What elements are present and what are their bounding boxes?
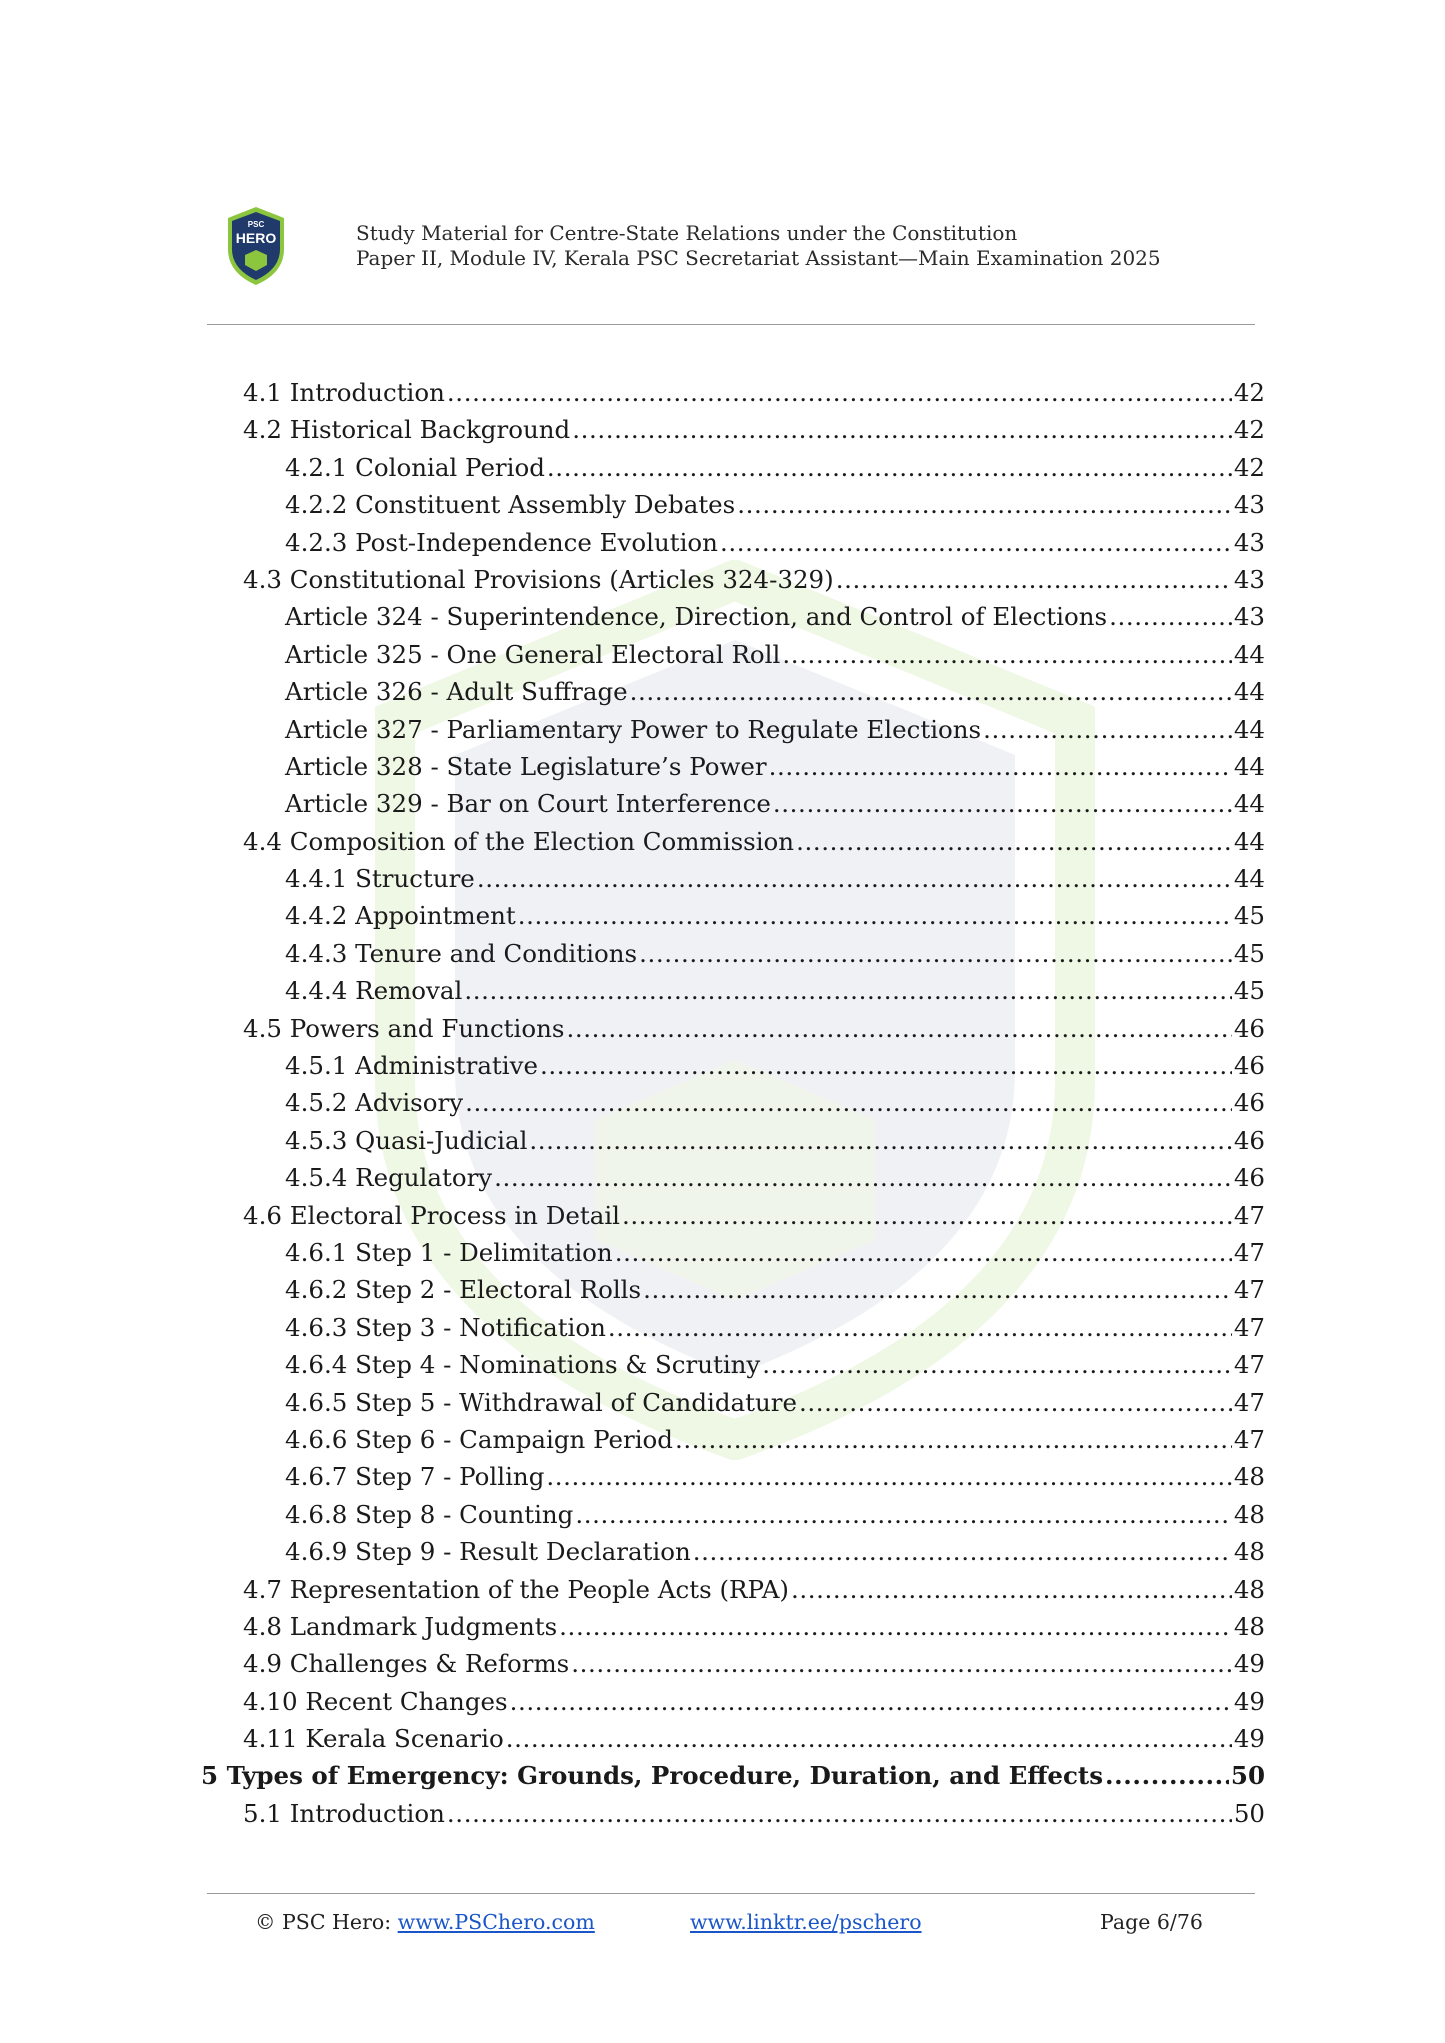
toc-entry[interactable] [195,1051,1265,1088]
toc-entry[interactable] [195,1425,1265,1462]
psc-hero-logo [225,205,287,287]
toc-leader-dots [559,1612,1232,1641]
toc-entry[interactable] [195,789,1265,826]
table-of-contents [195,378,1265,1836]
toc-entry-page: 44 [1233,826,1265,856]
toc-leader-dots [518,901,1232,930]
toc-leader-dots [639,939,1232,968]
toc-leader-dots [799,1388,1232,1417]
toc-leader-dots [510,1687,1232,1716]
toc-entry-title: 4.3 Constitutional Provisions (Articles 324-329) [243,564,834,594]
toc-entry-page: 45 [1233,901,1265,931]
toc-leader-dots [464,976,1231,1005]
toc-leader-dots [547,453,1232,482]
toc-entry-title: 4.6.8 Step 8 - Counting [285,1499,574,1529]
toc-leader-dots [608,1313,1232,1342]
page-header [225,205,1225,295]
toc-entry-page: 46 [1233,1163,1265,1193]
toc-entry-title: Article 324 - Superintendence, Direction, and Control of Elections [285,602,1108,632]
toc-leader-dots [769,752,1232,781]
toc-leader-dots [477,864,1232,893]
toc-leader-dots [506,1724,1232,1753]
toc-entry-title: 4.6.7 Step 7 - Polling [285,1462,545,1492]
toc-entry[interactable] [195,1126,1265,1163]
toc-entry-title: 4.6.9 Step 9 - Result Declaration [285,1537,691,1567]
toc-leader-dots [773,789,1232,818]
toc-entry[interactable] [195,1500,1265,1537]
toc-entry-title: 4.7 Representation of the People Acts (RPA) [243,1574,789,1604]
toc-entry-page: 47 [1233,1350,1265,1380]
toc-entry[interactable] [195,677,1265,714]
toc-entry-page: 49 [1233,1649,1265,1679]
toc-entry[interactable] [195,453,1265,490]
copyright-text: © PSC Hero: [255,1910,398,1934]
toc-entry-title: 4.5 Powers and Functions [243,1013,565,1043]
toc-entry[interactable] [195,1462,1265,1499]
toc-leader-dots [529,1126,1231,1155]
toc-leader-dots [791,1575,1232,1604]
toc-leader-dots [836,565,1232,594]
toc-entry-page: 48 [1233,1574,1265,1604]
toc-entry-page: 47 [1233,1275,1265,1305]
toc-leader-dots [575,1500,1231,1529]
toc-entry-page: 48 [1233,1462,1265,1492]
toc-entry-title: 4.6.1 Step 1 - Delimitation [285,1237,613,1267]
toc-entry-title: 4.6.5 Step 5 - Withdrawal of Candidature [285,1387,797,1417]
header-divider [207,324,1255,325]
toc-entry-page: 48 [1233,1611,1265,1641]
toc-entry[interactable] [195,1537,1265,1574]
logo-text-main: HERO [235,230,277,246]
toc-entry-page: 48 [1233,1499,1265,1529]
toc-entry-page: 44 [1233,677,1265,707]
toc-entry[interactable] [195,1201,1265,1238]
toc-leader-dots [796,827,1232,856]
toc-leader-dots [720,528,1232,557]
toc-entry[interactable] [195,1313,1265,1350]
toc-leader-dots [1109,602,1232,631]
toc-entry-title: Article 325 - One General Electoral Roll [285,639,781,669]
toc-entry-page: 43 [1233,490,1265,520]
toc-entry[interactable] [195,752,1265,789]
toc-entry-title: 4.1 Introduction [243,378,445,407]
toc-entry[interactable] [195,864,1265,901]
toc-entry[interactable] [195,1014,1265,1051]
toc-entry-page: 50 [1230,1761,1265,1791]
toc-entry-page: 44 [1233,639,1265,669]
toc-entry-page: 46 [1233,1088,1265,1118]
toc-entry-page: 46 [1233,1051,1265,1081]
toc-leader-dots [737,490,1232,519]
toc-entry[interactable] [195,1612,1265,1649]
toc-entry[interactable] [195,565,1265,602]
logo-text-top: PSC [247,220,265,229]
toc-entry-page: 46 [1233,1125,1265,1155]
toc-entry-page: 45 [1233,938,1265,968]
toc-entry-title: 4.5.4 Regulatory [285,1163,493,1193]
toc-leader-dots [630,677,1232,706]
toc-entry-title: Article 327 - Parliamentary Power to Regulate Elections [285,714,982,744]
toc-entry[interactable] [195,1687,1265,1724]
toc-entry[interactable] [195,901,1265,938]
toc-entry-title: 4.11 Kerala Scenario [243,1724,504,1754]
toc-leader-dots [465,1088,1232,1117]
toc-entry-title: 4.4.3 Tenure and Conditions [285,938,638,968]
toc-entry[interactable] [195,528,1265,565]
toc-leader-dots [693,1537,1232,1566]
toc-entry[interactable] [195,976,1265,1013]
toc-entry[interactable] [195,1238,1265,1275]
toc-leader-dots [447,1799,1232,1828]
toc-leader-dots [1105,1761,1229,1790]
toc-entry[interactable] [195,1088,1265,1125]
header-line-1: Study Material for Centre-State Relations under the Constitution [356,221,1018,245]
toc-entry-page: 43 [1233,602,1265,632]
toc-leader-dots [675,1425,1232,1454]
toc-entry[interactable] [195,939,1265,976]
toc-entry-page: 47 [1233,1237,1265,1267]
toc-entry-title: 4.4.1 Structure [285,864,475,894]
toc-entry-page: 50 [1233,1798,1265,1828]
toc-leader-dots [782,640,1231,669]
toc-entry[interactable] [195,378,1265,415]
footer-copyright [255,1910,595,1934]
toc-entry-page: 43 [1233,564,1265,594]
toc-leader-dots [762,1350,1232,1379]
toc-entry-title: 4.6.4 Step 4 - Nominations & Scrutiny [285,1350,761,1380]
toc-entry[interactable] [195,1388,1265,1425]
toc-entry-title: 4.2.1 Colonial Period [285,452,545,482]
toc-entry-page: 44 [1233,751,1265,781]
toc-leader-dots [572,415,1232,444]
toc-entry[interactable] [195,1649,1265,1686]
toc-leader-dots [447,378,1232,407]
page-number: Page 6/76 [1100,1910,1203,1934]
toc-leader-dots [546,1462,1231,1491]
toc-entry-page: 44 [1233,789,1265,819]
toc-entry[interactable] [195,415,1265,452]
toc-entry-page: 44 [1233,714,1265,744]
toc-entry-title: 4.2 Historical Background [243,415,571,445]
toc-entry-page: 42 [1233,452,1265,482]
toc-entry[interactable] [195,602,1265,639]
toc-leader-dots [615,1238,1232,1267]
toc-leader-dots [622,1201,1232,1230]
toc-entry[interactable] [195,1724,1265,1761]
toc-entry-page: 49 [1233,1686,1265,1716]
toc-leader-dots [983,715,1232,744]
toc-entry-title: 4.10 Recent Changes [243,1686,508,1716]
toc-entry[interactable] [195,1275,1265,1312]
toc-entry-title: 4.4 Composition of the Election Commission [243,826,795,856]
toc-entry-title: 4.5.3 Quasi-Judicial [285,1125,528,1155]
toc-entry-title: 4.2.2 Constituent Assembly Debates [285,490,736,520]
site-link[interactable]: www.PSChero.com [397,1910,595,1934]
toc-entry-title: 5.1 Introduction [243,1798,445,1828]
toc-entry[interactable] [195,1575,1265,1612]
toc-entry-page: 49 [1233,1724,1265,1754]
toc-leader-dots [494,1163,1232,1192]
toc-entry-page: 47 [1233,1312,1265,1342]
toc-entry-title: 4.2.3 Post-Independence Evolution [285,527,718,557]
toc-entry-page: 43 [1233,527,1265,557]
toc-entry-page: 45 [1233,976,1265,1006]
toc-entry[interactable] [195,1163,1265,1200]
toc-leader-dots [566,1014,1231,1043]
toc-entry-page: 47 [1233,1424,1265,1454]
toc-entry-title: 4.5.2 Advisory [285,1088,464,1118]
toc-entry-title: 4.5.1 Administrative [285,1051,538,1081]
toc-entry-title: 4.6.6 Step 6 - Campaign Period [285,1424,673,1454]
toc-entry-page: 47 [1233,1387,1265,1417]
header-line-2: Paper II, Module IV, Kerala PSC Secretariat Assistant—Main Examination 2025 [356,246,1161,270]
toc-entry-title: 4.8 Landmark Judgments [243,1611,558,1641]
toc-entry[interactable] [195,640,1265,677]
toc-entry-title: Article 328 - State Legislature’s Power [285,751,767,781]
toc-leader-dots [540,1051,1232,1080]
toc-entry[interactable] [195,1799,1265,1836]
linktree-link[interactable]: www.linktr.ee/pschero [690,1910,922,1934]
toc-entry-title: 4.4.4 Removal [285,976,463,1006]
toc-entry-page: 44 [1233,864,1265,894]
footer-divider [207,1893,1255,1894]
toc-entry[interactable] [195,827,1265,864]
footer-linktree [690,1910,922,1934]
toc-entry-page: 46 [1233,1013,1265,1043]
toc-entry-title: 4.6 Electoral Process in Detail [243,1200,620,1230]
toc-entry[interactable] [195,1350,1265,1387]
toc-entry[interactable] [195,490,1265,527]
toc-entry[interactable] [195,1761,1265,1798]
toc-entry-page: 42 [1233,378,1265,407]
toc-entry-title: Article 326 - Adult Suffrage [285,677,628,707]
header-text [356,221,1161,271]
toc-leader-dots [571,1649,1232,1678]
toc-entry-page: 48 [1233,1537,1265,1567]
toc-entry-title: 5 Types of Emergency: Grounds, Procedure, Duration, and Effects [201,1761,1104,1791]
toc-entry-title: 4.4.2 Appointment [285,901,516,931]
toc-leader-dots [643,1275,1232,1304]
toc-entry-title: 4.9 Challenges & Reforms [243,1649,570,1679]
toc-entry-title: Article 329 - Bar on Court Interference [285,789,771,819]
toc-entry[interactable] [195,715,1265,752]
toc-entry-title: 4.6.2 Step 2 - Electoral Rolls [285,1275,642,1305]
toc-entry-page: 42 [1233,415,1265,445]
toc-entry-page: 47 [1233,1200,1265,1230]
toc-entry-title: 4.6.3 Step 3 - Notification [285,1312,606,1342]
